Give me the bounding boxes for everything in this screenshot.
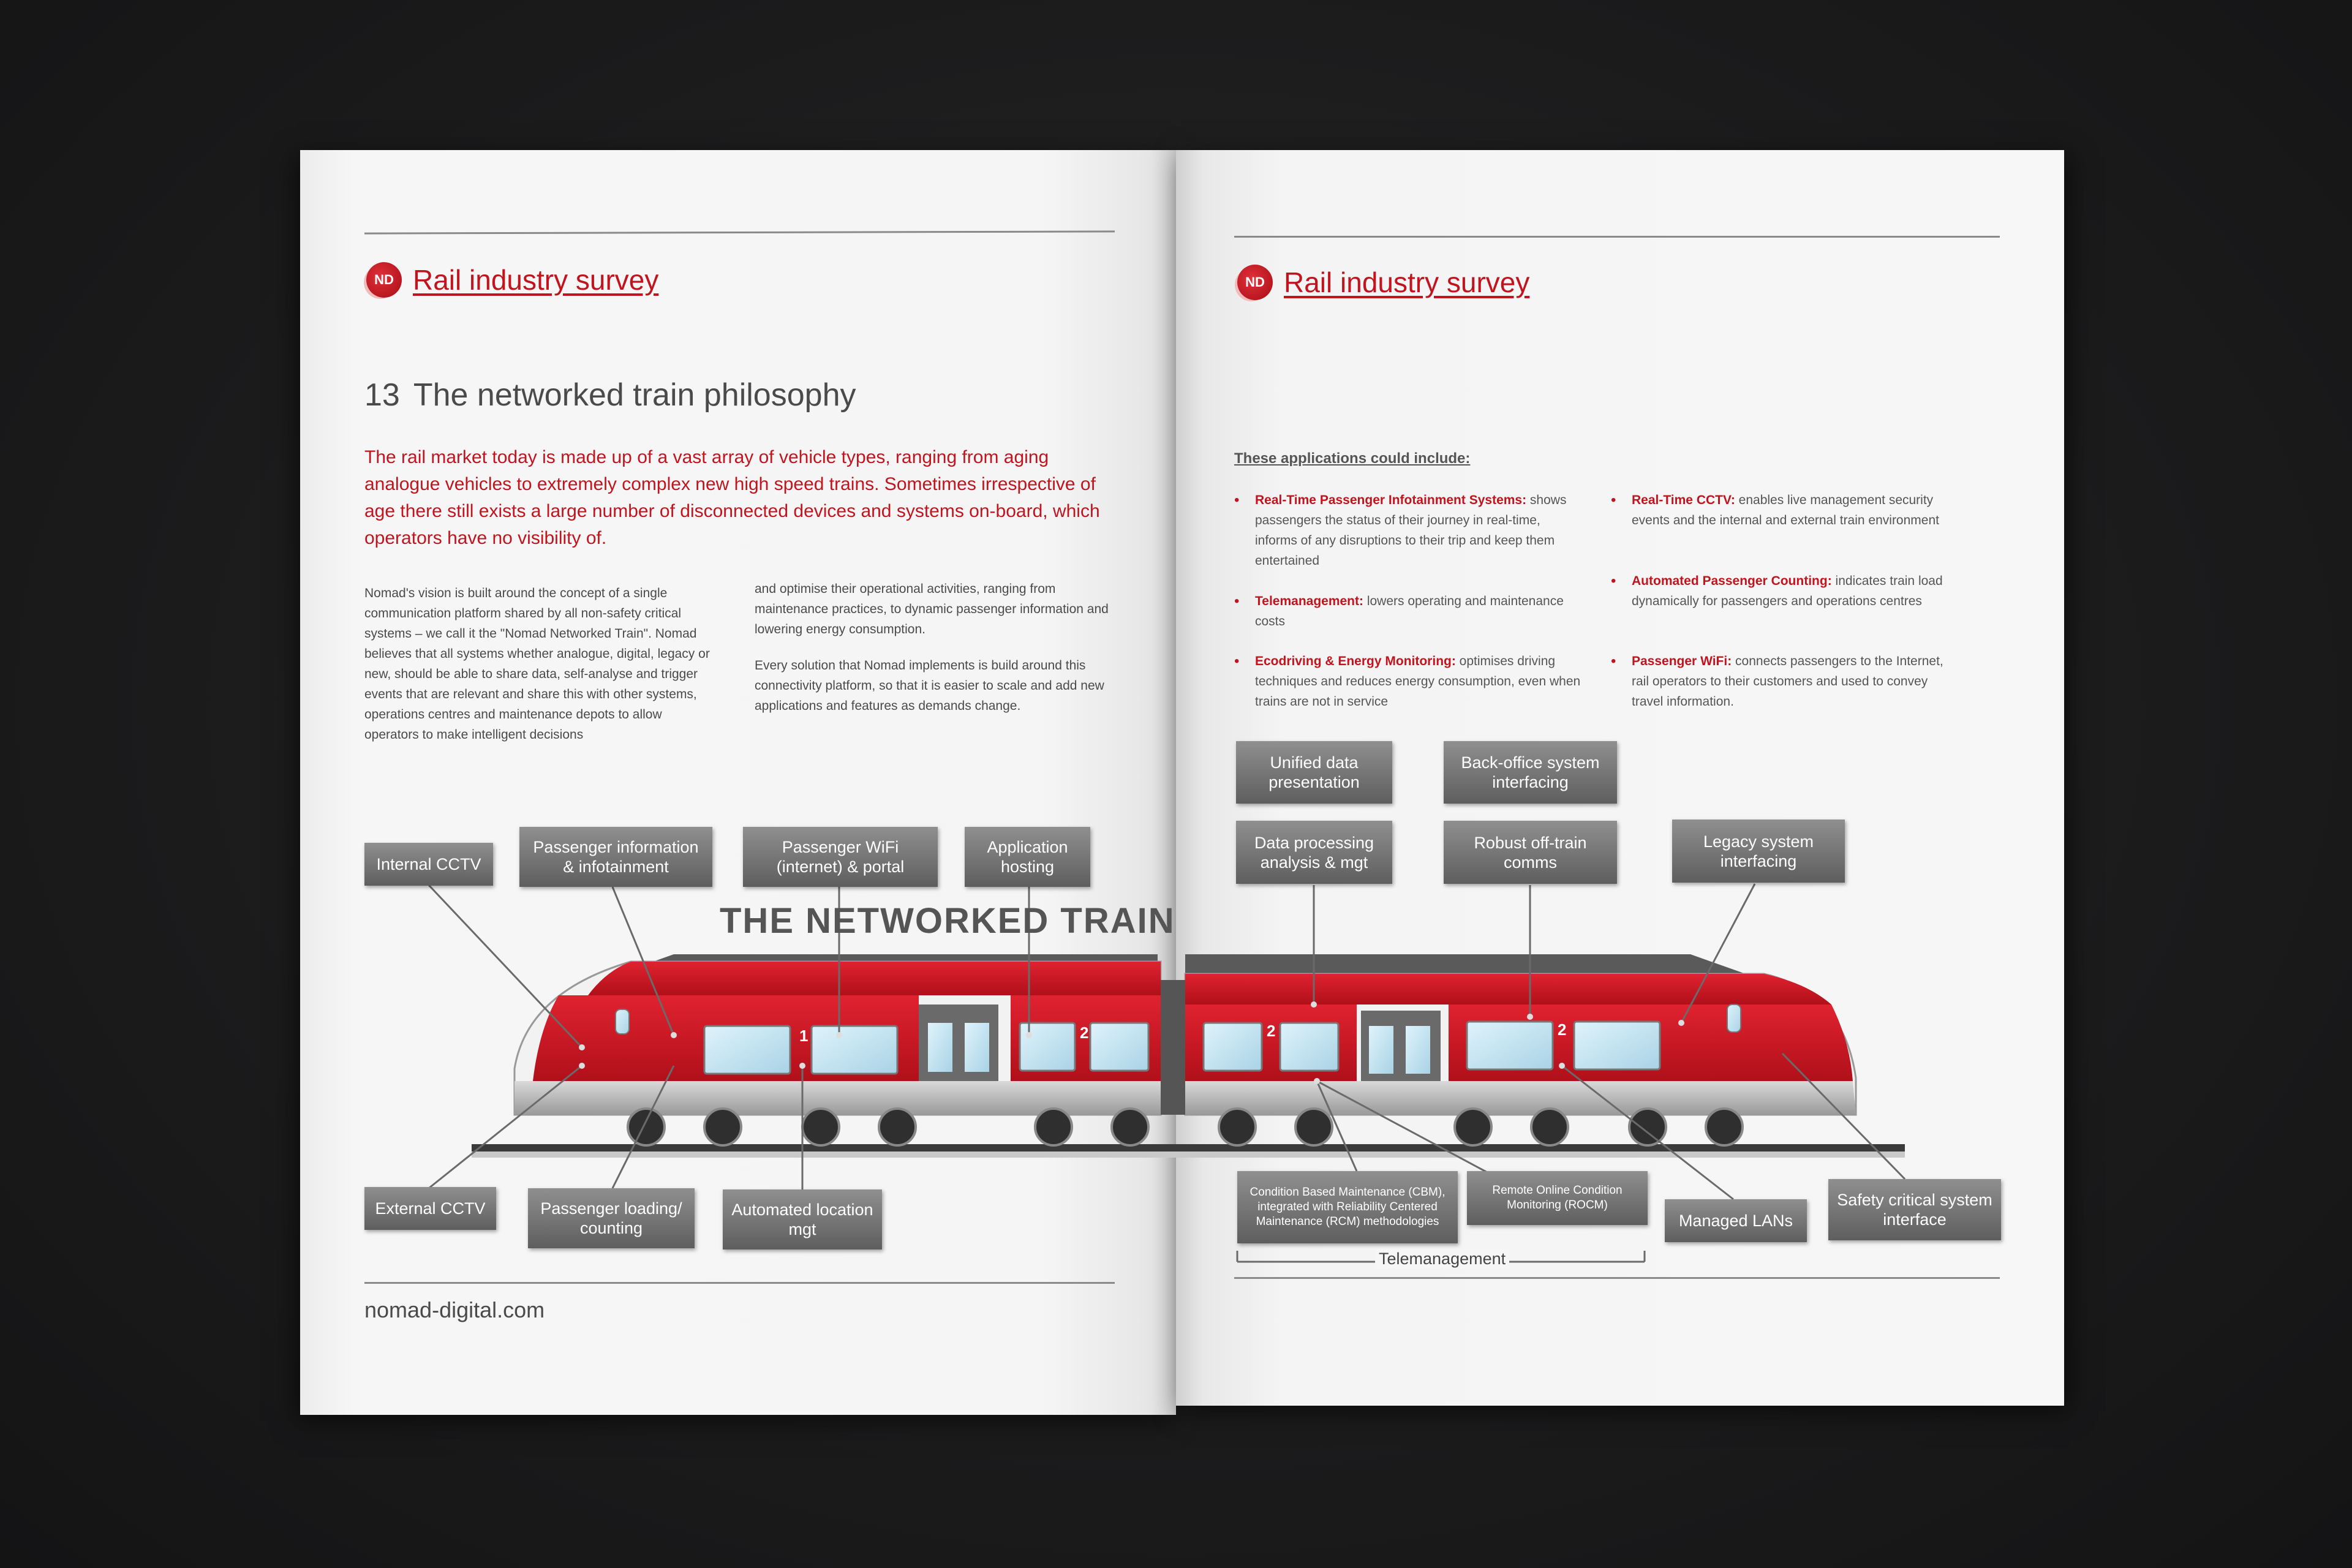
app-item: • Passenger WiFi: connects passengers to the Internet, rail operators to their customers and used to convey travel information.: [1611, 651, 1950, 712]
car-number: 2: [1267, 1022, 1276, 1040]
window: [1574, 1022, 1660, 1069]
label-location: Automated location mgt: [723, 1189, 882, 1250]
label-internal-cctv: Internal CCTV: [364, 843, 493, 886]
label-unified-data: Unified data presentation: [1236, 741, 1392, 804]
label-managed-lans: Managed LANs: [1665, 1199, 1807, 1242]
front-window: [616, 1009, 629, 1034]
car-number: 2: [1080, 1023, 1089, 1042]
label-legacy: Legacy system interfacing: [1672, 820, 1845, 883]
telemanagement-caption: Telemanagement: [1375, 1250, 1509, 1268]
label-passenger-wifi: Passenger WiFi (internet) & portal: [743, 827, 938, 887]
right-car-skirt: [1185, 1081, 1856, 1115]
apps-heading: These applications could include:: [1234, 450, 1471, 467]
door-window: [928, 1023, 952, 1072]
label-data-processing: Data processing analysis & mgt: [1236, 821, 1392, 884]
label-robust-comms: Robust off-train comms: [1444, 821, 1617, 884]
label-external-cctv: External CCTV: [364, 1187, 496, 1230]
roof-right: [1185, 954, 1746, 974]
app-item: • Ecodriving & Energy Monitoring: optimises driving techniques and reduces energy consumption, even when trains are not in service: [1234, 651, 1586, 712]
window: [1204, 1023, 1262, 1071]
footer-url: nomad-digital.com: [364, 1297, 545, 1322]
bottom-rule-left: [364, 1282, 1115, 1284]
label-passenger-info: Passenger information & infotainment: [519, 827, 712, 887]
label-cbm: Condition Based Maintenance (CBM), integrated with Reliability Centered Maintenance (RCM) methodologies: [1237, 1171, 1458, 1243]
header-title: Rail industry survey: [1284, 266, 1530, 298]
body-paragraph: Every solution that Nomad implements is build around this connectivity platform, so that it is easier to scale and add new applications and features as demands change.: [755, 658, 1104, 713]
window: [1467, 1022, 1553, 1069]
app-item: • Real-Time CCTV: enables live management security events and the internal and external train environment: [1611, 490, 1950, 530]
car-number: 1: [799, 1027, 809, 1045]
label-safety-critical: Safety critical system interface: [1828, 1179, 2001, 1240]
window: [704, 1026, 790, 1074]
label-app-hosting: Application hosting: [965, 827, 1090, 887]
left-car-skirt: [514, 1081, 1161, 1115]
front-window: [1727, 1005, 1741, 1032]
left-car-roof-stripe: [588, 962, 1161, 995]
label-rocm: Remote Online Condition Monitoring (ROCM): [1467, 1171, 1648, 1225]
app-item: • Telemanagement: lowers operating and maintenance costs: [1234, 591, 1586, 631]
body-paragraph: and optimise their operational activities, ranging from maintenance practices, to dynamic passenger information and lowering energy consumption.: [755, 582, 1109, 636]
label-back-office: Back-office system interfacing: [1444, 741, 1617, 804]
intro-paragraph: The rail market today is made up of a vast array of vehicle types, ranging from aging analogue vehicles to extremely complex new high speed trains. Sometimes irrespective of age there still exists a large number of disconnected devices and systems on-board, which operators have no visibility of.: [364, 447, 1100, 548]
track-rail: [472, 1144, 1905, 1153]
coupling: [1161, 980, 1185, 1115]
nd-logo-icon: ND: [366, 262, 402, 298]
body-paragraph: Nomad's vision is built around the concept of a single communication platform shared by all non-safety critical systems – we call it the "Nomad Networked Train". Nomad believes that all systems whether analogue, digital, legacy or new, should be able to share data, self-analyse and trigger events that are relevant and share this with other systems, operations centres and maintenance depots to allow operators to make intelligent decisions: [364, 586, 710, 742]
nd-logo-icon: ND: [1237, 265, 1273, 300]
window: [1090, 1023, 1148, 1071]
door-window: [1369, 1026, 1393, 1074]
diagram-title: THE NETWORKED TRAIN: [720, 901, 1175, 941]
door-window: [965, 1023, 989, 1072]
app-item: • Automated Passenger Counting: indicates train load dynamically for passengers and operations centres: [1611, 571, 1950, 611]
app-item: • Real-Time Passenger Infotainment Systems: shows passengers the status of their journey in real-time, informs of any disruptions to their trip and keep them entertained: [1234, 490, 1586, 571]
car-number: 2: [1558, 1020, 1567, 1039]
section-number: 13: [364, 377, 400, 413]
window: [812, 1026, 897, 1074]
section-title-text: The networked train philosophy: [413, 377, 856, 413]
door-window: [1406, 1026, 1430, 1074]
label-passenger-loading: Passenger loading/ counting: [528, 1188, 695, 1248]
right-car-roof-stripe: [1185, 974, 1831, 1005]
track-bed: [472, 1152, 1905, 1158]
header-title: Rail industry survey: [413, 264, 659, 296]
bottom-rule-right: [1234, 1277, 2000, 1279]
window: [1280, 1023, 1338, 1071]
